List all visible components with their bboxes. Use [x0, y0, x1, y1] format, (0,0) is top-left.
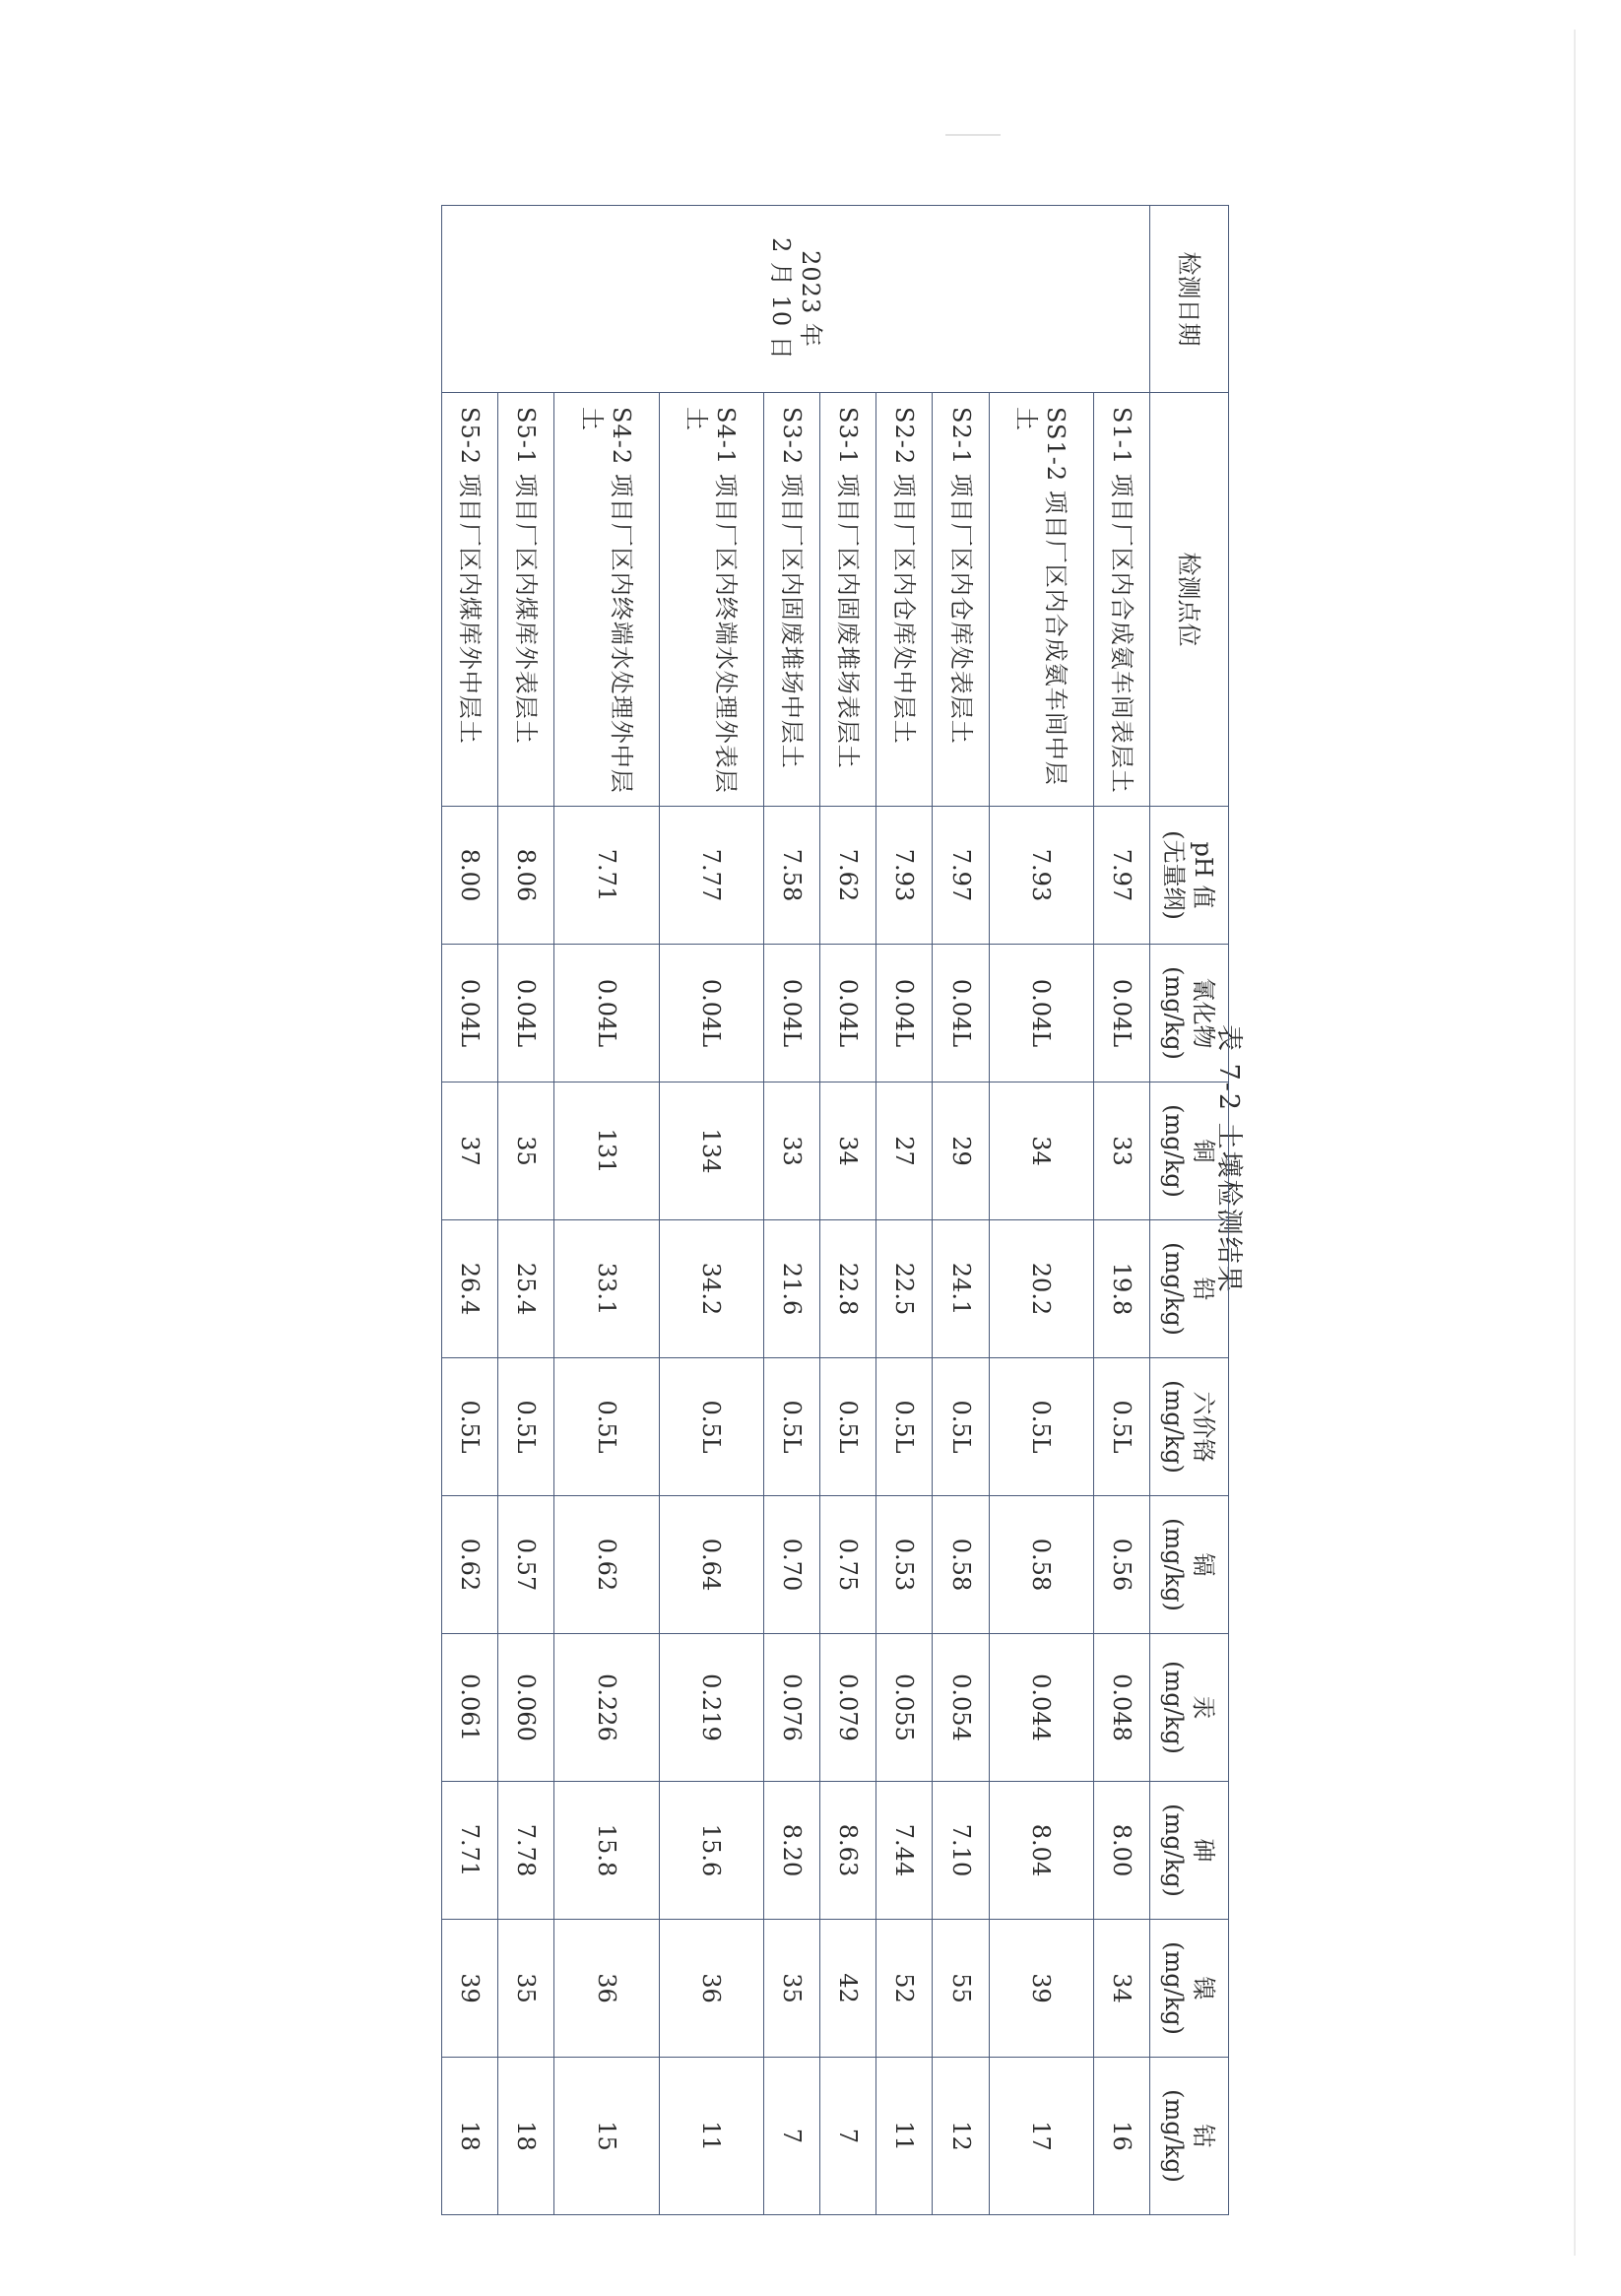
value-cell: 0.62 [442, 1496, 498, 1634]
value-cell: 26.4 [442, 1220, 498, 1358]
value-cell: 7.77 [659, 807, 763, 945]
value-cell: 7.10 [933, 1782, 989, 1920]
value-cell: 7.58 [763, 807, 819, 945]
value-cell: 16 [1093, 2058, 1149, 2215]
table-row [442, 206, 498, 2215]
location-cell: S4-2 项目厂区内终端水处理外中层土 [554, 393, 659, 807]
value-cell: 0.060 [498, 1634, 554, 1782]
value-cell: 8.63 [820, 1782, 876, 1920]
value-cell: 0.5L [554, 1358, 659, 1496]
value-cell: 7 [820, 2058, 876, 2215]
value-cell: 17 [989, 2058, 1093, 2215]
value-cell: 20.2 [989, 1220, 1093, 1358]
table-body [442, 206, 1150, 2215]
value-cell: 0.076 [763, 1634, 819, 1782]
location-cell: S4-1 项目厂区内终端水处理外表层土 [659, 393, 763, 807]
header-cell: 检测点位 [1150, 393, 1229, 807]
value-cell: 0.62 [554, 1496, 659, 1634]
location-cell: SS1-2 项目厂区内合成氨车间中层土 [989, 393, 1093, 807]
value-cell: 0.044 [989, 1634, 1093, 1782]
value-cell: 0.04L [876, 945, 933, 1082]
table-row [933, 206, 989, 2215]
header-cell: 铅 (mg/kg) [1150, 1220, 1229, 1358]
value-cell: 0.5L [1093, 1358, 1149, 1496]
value-cell: 0.5L [442, 1358, 498, 1496]
value-cell: 0.04L [659, 945, 763, 1082]
value-cell: 0.061 [442, 1634, 498, 1782]
value-cell: 34 [820, 1082, 876, 1220]
value-cell: 0.5L [933, 1358, 989, 1496]
value-cell: 19.8 [1093, 1220, 1149, 1358]
table-row [763, 206, 819, 2215]
table-row [989, 206, 1093, 2215]
value-cell: 0.04L [763, 945, 819, 1082]
value-cell: 37 [442, 1082, 498, 1220]
table-container [441, 205, 1229, 2183]
value-cell: 11 [876, 2058, 933, 2215]
location-cell: S3-1 项目厂区内固废堆场表层土 [820, 393, 876, 807]
value-cell: 7.71 [554, 807, 659, 945]
value-cell: 0.57 [498, 1496, 554, 1634]
value-cell: 22.5 [876, 1220, 933, 1358]
table-row [498, 206, 554, 2215]
value-cell: 0.04L [554, 945, 659, 1082]
value-cell: 34 [1093, 1920, 1149, 2058]
value-cell: 34.2 [659, 1220, 763, 1358]
value-cell: 0.04L [933, 945, 989, 1082]
value-cell: 7.97 [1093, 807, 1149, 945]
value-cell: 0.5L [989, 1358, 1093, 1496]
value-cell: 34 [989, 1082, 1093, 1220]
value-cell: 55 [933, 1920, 989, 2058]
table-row [659, 206, 763, 2215]
value-cell: 0.5L [876, 1358, 933, 1496]
value-cell: 0.048 [1093, 1634, 1149, 1782]
header-cell: 汞 (mg/kg) [1150, 1634, 1229, 1782]
value-cell: 7.93 [989, 807, 1093, 945]
value-cell: 39 [442, 1920, 498, 2058]
value-cell: 27 [876, 1082, 933, 1220]
table-row [1093, 206, 1149, 2215]
location-cell: S5-2 项目厂区内煤库外中层土 [442, 393, 498, 807]
table-row [554, 206, 659, 2215]
value-cell: 0.04L [1093, 945, 1149, 1082]
value-cell: 0.5L [659, 1358, 763, 1496]
value-cell: 8.00 [442, 807, 498, 945]
value-cell: 0.054 [933, 1634, 989, 1782]
header-cell: pH 值 (无量纲) [1150, 807, 1229, 945]
value-cell: 21.6 [763, 1220, 819, 1358]
value-cell: 39 [989, 1920, 1093, 2058]
location-cell: S1-1 项目厂区内合成氨车间表层土 [1093, 393, 1149, 807]
soil-results-table [441, 205, 1229, 2215]
header-cell: 镍 (mg/kg) [1150, 1920, 1229, 2058]
header-cell: 铜 (mg/kg) [1150, 1082, 1229, 1220]
header-cell: 检测日期 [1150, 206, 1229, 393]
value-cell: 7.97 [933, 807, 989, 945]
location-cell: S2-2 项目厂区内仓库处中层土 [876, 393, 933, 807]
value-cell: 35 [498, 1082, 554, 1220]
value-cell: 7 [763, 2058, 819, 2215]
value-cell: 0.079 [820, 1634, 876, 1782]
value-cell: 0.5L [498, 1358, 554, 1496]
value-cell: 7.62 [820, 807, 876, 945]
value-cell: 8.06 [498, 807, 554, 945]
value-cell: 35 [498, 1920, 554, 2058]
value-cell: 7.78 [498, 1782, 554, 1920]
scan-edge [1574, 30, 1576, 2256]
table-row [820, 206, 876, 2215]
header-mark [945, 134, 1001, 150]
value-cell: 131 [554, 1082, 659, 1220]
value-cell: 0.04L [989, 945, 1093, 1082]
table-title: 表 7-2 土壤检测结果 [1213, 1024, 1244, 1294]
value-cell: 8.04 [989, 1782, 1093, 1920]
value-cell: 0.04L [820, 945, 876, 1082]
value-cell: 33.1 [554, 1220, 659, 1358]
header-cell: 镉 (mg/kg) [1150, 1496, 1229, 1634]
value-cell: 0.64 [659, 1496, 763, 1634]
value-cell: 35 [763, 1920, 819, 2058]
value-cell: 7.44 [876, 1782, 933, 1920]
location-cell: S2-1 项目厂区内仓库处表层土 [933, 393, 989, 807]
value-cell: 0.56 [1093, 1496, 1149, 1634]
value-cell: 0.58 [933, 1496, 989, 1634]
value-cell: 0.5L [820, 1358, 876, 1496]
value-cell: 15 [554, 2058, 659, 2215]
value-cell: 0.53 [876, 1496, 933, 1634]
value-cell: 8.00 [1093, 1782, 1149, 1920]
value-cell: 52 [876, 1920, 933, 2058]
header-cell: 钴 (mg/kg) [1150, 2058, 1229, 2215]
location-cell: S5-1 项目厂区内煤库外表层土 [498, 393, 554, 807]
value-cell: 18 [442, 2058, 498, 2215]
value-cell: 15.6 [659, 1782, 763, 1920]
value-cell: 7.71 [442, 1782, 498, 1920]
value-cell: 8.20 [763, 1782, 819, 1920]
value-cell: 24.1 [933, 1220, 989, 1358]
value-cell: 25.4 [498, 1220, 554, 1358]
value-cell: 7.93 [876, 807, 933, 945]
header-cell: 砷 (mg/kg) [1150, 1782, 1229, 1920]
value-cell: 36 [659, 1920, 763, 2058]
value-cell: 0.04L [498, 945, 554, 1082]
value-cell: 0.75 [820, 1496, 876, 1634]
date-cell: 2023 年 2 月 10 日 [442, 206, 1150, 393]
value-cell: 18 [498, 2058, 554, 2215]
value-cell: 134 [659, 1082, 763, 1220]
header-cell: 六价铬 (mg/kg) [1150, 1358, 1229, 1496]
value-cell: 42 [820, 1920, 876, 2058]
value-cell: 22.8 [820, 1220, 876, 1358]
value-cell: 0.58 [989, 1496, 1093, 1634]
value-cell: 11 [659, 2058, 763, 2215]
location-cell: S3-2 项目厂区内固废堆场中层土 [763, 393, 819, 807]
value-cell: 0.219 [659, 1634, 763, 1782]
value-cell: 33 [1093, 1082, 1149, 1220]
value-cell: 0.055 [876, 1634, 933, 1782]
value-cell: 33 [763, 1082, 819, 1220]
table-row [876, 206, 933, 2215]
value-cell: 12 [933, 2058, 989, 2215]
value-cell: 36 [554, 1920, 659, 2058]
value-cell: 0.04L [442, 945, 498, 1082]
header-row [1150, 206, 1229, 2215]
value-cell: 15.8 [554, 1782, 659, 1920]
value-cell: 0.70 [763, 1496, 819, 1634]
header-cell: 氰化物 (mg/kg) [1150, 945, 1229, 1082]
value-cell: 0.226 [554, 1634, 659, 1782]
value-cell: 29 [933, 1082, 989, 1220]
value-cell: 0.5L [763, 1358, 819, 1496]
